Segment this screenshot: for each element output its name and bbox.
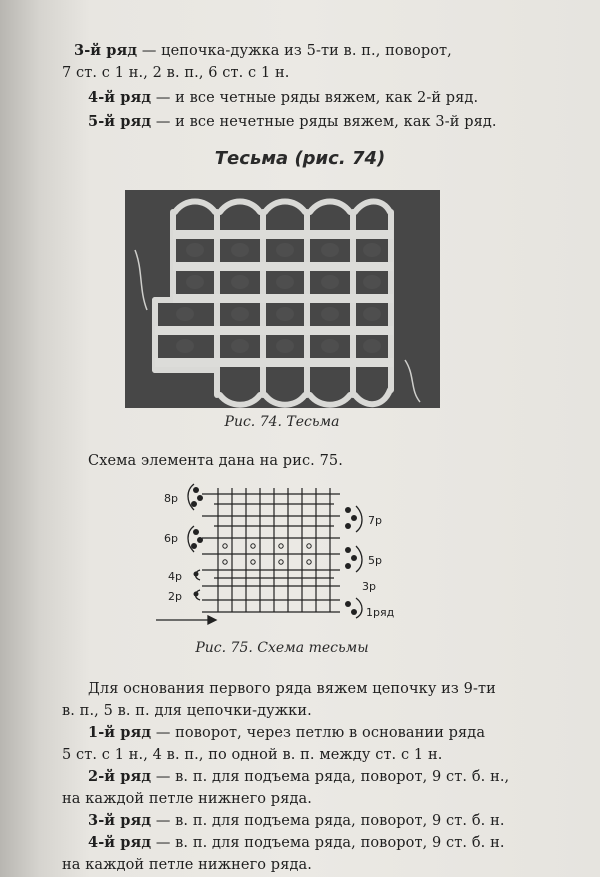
section-heading: Тесьма (рис. 74): [214, 148, 386, 169]
scheme-label-row-2: 2р: [168, 590, 182, 603]
figure-75-caption: Рис. 75. Схема тесьмы: [195, 640, 369, 656]
row-label: 2-й ряд: [88, 768, 152, 785]
scheme-label-row-4: 4р: [168, 570, 182, 583]
row-label: 3-й ряд: [74, 42, 138, 59]
text-line-bottom-5: 2-й ряд — в. п. для подъема ряда, поворот, 9 ст. б. н.,: [88, 768, 510, 785]
text-line-top-1: 3-й ряд — цепочка-дужка из 5-ти в. п., поворот,: [74, 42, 452, 59]
figure-74-caption: Рис. 74. Тесьма: [224, 414, 340, 430]
text-line-bottom-9: на каждой петле нижнего ряда.: [62, 857, 312, 873]
scheme-label-row-1: 1ряд: [366, 606, 395, 619]
text-line-bottom-8: 4-й ряд — в. п. для подъема ряда, поворот, 9 ст. б. н.: [88, 834, 505, 851]
scheme-label-row-3: 3р: [362, 580, 376, 593]
scheme-label-row-7: 7р: [368, 514, 382, 527]
text-line-bottom-7: 3-й ряд — в. п. для подъема ряда, поворот, 9 ст. б. н.: [88, 812, 505, 829]
text-line-bottom-4: 5 ст. с 1 н., 4 в. п., по одной в. п. между ст. с 1 н.: [62, 747, 443, 763]
scheme-intro: Схема элемента дана на рис. 75.: [88, 453, 343, 469]
text-line-top-4: 5-й ряд — и все нечетные ряды вяжем, как 3-й ряд.: [88, 113, 497, 130]
text-line-bottom-3: 1-й ряд — поворот, через петлю в основании ряда: [88, 724, 486, 741]
crochet-scheme: [150, 480, 410, 634]
text-line-bottom-2: в. п., 5 в. п. для цепочки-дужки.: [62, 703, 312, 719]
scheme-label-row-8: 8р: [164, 492, 178, 505]
row-label: 5-й ряд: [88, 113, 152, 130]
text-line-top-3: 4-й ряд — и все четные ряды вяжем, как 2-й ряд.: [88, 89, 479, 106]
row-label: 1-й ряд: [88, 724, 152, 741]
row-label: 4-й ряд: [88, 834, 152, 851]
lace-tape-photo: [125, 190, 440, 408]
crochet-scheme-diagram: [150, 480, 410, 630]
scheme-label-row-6: 6р: [164, 532, 178, 545]
row-label: 3-й ряд: [88, 812, 152, 829]
text-line-top-2: 7 ст. с 1 н., 2 в. п., 6 ст. с 1 н.: [62, 65, 290, 81]
row-label: 4-й ряд: [88, 89, 152, 106]
text-line-bottom-6: на каждой петле нижнего ряда.: [62, 791, 312, 807]
lace-tape-image: [125, 190, 440, 408]
text-line-bottom-1: Для основания первого ряда вяжем цепочку из 9-ти: [88, 681, 496, 697]
scheme-label-row-5: 5р: [368, 554, 382, 567]
